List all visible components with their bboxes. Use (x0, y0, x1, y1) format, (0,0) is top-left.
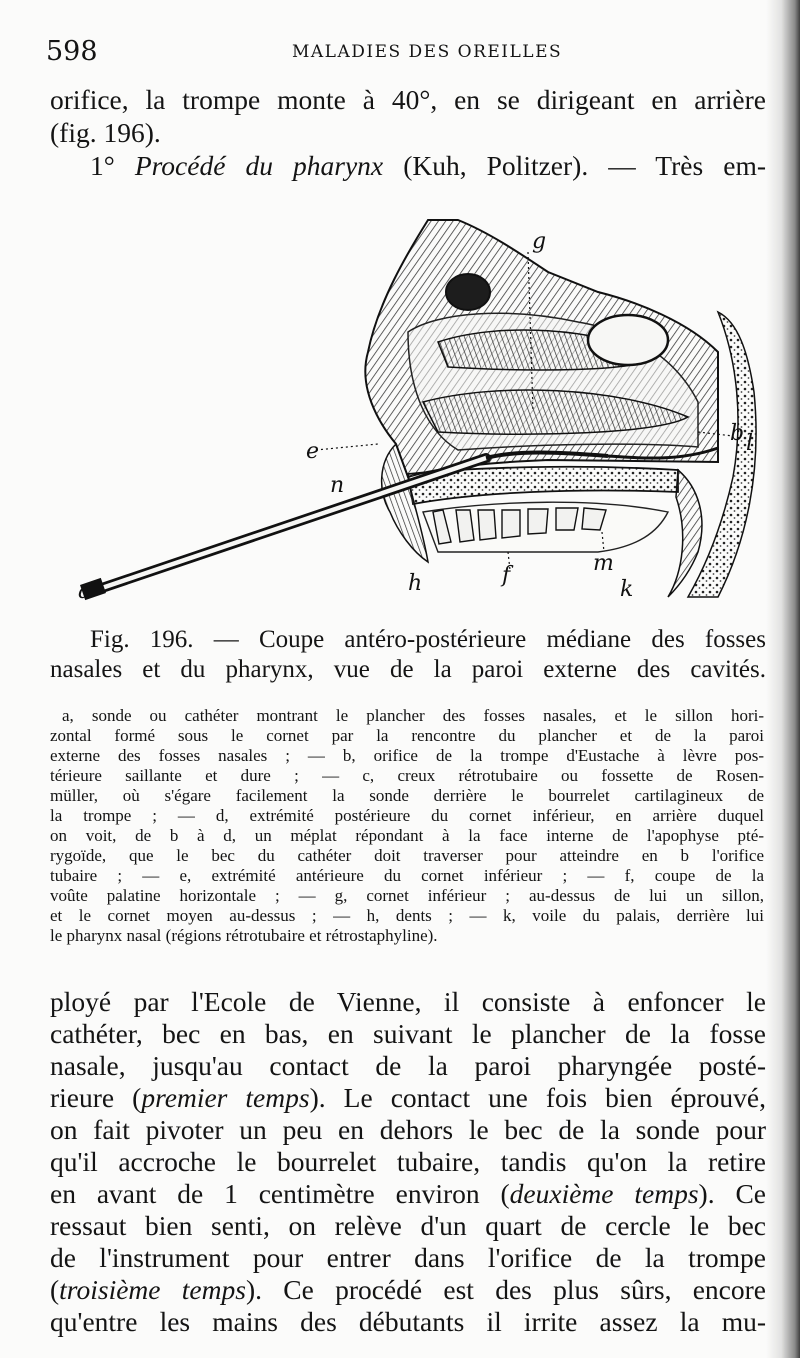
legend-line: zontal formé sous le cornet par la rencontre du plancher et de la paroi (50, 726, 764, 745)
legend-line: a, sonde ou cathéter montrant le plancher des fosses nasales, et le sillon hori- (62, 706, 764, 725)
legend-line: tubaire ; — e, extrémité antérieure du cornet inférieur ; — f, coupe de la (50, 866, 764, 885)
body-line: qu'entre les mains des débutants il irrite assez la mu- (50, 1306, 766, 1337)
body-line: nasale, jusqu'au contact de la paroi pharyngée posté- (50, 1050, 766, 1081)
legend-line: la trompe ; — d, extrémité postérieure du cornet inférieur, en arrière duquel (50, 806, 764, 825)
body-italic-span: troisième temps (59, 1274, 246, 1305)
body-italic-span: premier temps (141, 1082, 310, 1113)
legend-line: rygoïde, que le bec du cathéter doit traverser pour atteindre en b l'orifice (50, 846, 764, 865)
body-line: qu'il accroche le bourrelet tubaire, tandis qu'on la retire (50, 1146, 766, 1177)
body-text-span: en avant de 1 centimètre environ ( (50, 1178, 510, 1209)
body-line: on fait pivoter un peu en dehors le bec de la sonde pour (50, 1114, 766, 1145)
body-line: ressaut bien senti, on relève d'un quart de cercle le bec (50, 1210, 766, 1241)
page-gutter-shadow (766, 0, 800, 1358)
body-line: ployé par l'Ecole de Vienne, il consiste à enfoncer le (50, 986, 766, 1017)
body-italic-span: deuxième temps (509, 1178, 699, 1209)
legend-line: on voit, de b à d, un méplat répondant à la face interne de l'apophyse pté- (50, 826, 764, 845)
body-text-span: ). Ce procédé est des plus sûrs, encore (245, 1274, 766, 1305)
anatomical-figure (78, 212, 766, 614)
label-k: k (620, 577, 634, 602)
body-line: de l'instrument pour entrer dans l'orifice de la trompe (50, 1242, 766, 1273)
intro-line-3 (90, 150, 766, 182)
label-f: f (502, 563, 511, 588)
legend-line: le pharynx nasal (régions rétrotubaire et rétrostaphyline). (50, 926, 438, 945)
body-text-span: rieure ( (50, 1082, 142, 1113)
intro-line-2: (fig. 196). (50, 117, 161, 148)
legend-line: voûte palatine horizontale ; — g, cornet inférieur ; au-dessus de lui un sillon, (50, 886, 764, 905)
body-line (50, 1274, 766, 1306)
legend-line: et le cornet moyen au-dessus ; — h, dents ; — k, voile du palais, derrière lui (50, 906, 764, 925)
label-e: e (306, 439, 320, 464)
intro-line-1: orifice, la trompe monte à 40°, en se dirigeant en arrière (50, 84, 766, 115)
method-title: Procédé du pharynx (134, 150, 384, 181)
page-header (46, 36, 762, 70)
method-number: 1° (90, 150, 115, 181)
sphenoid-sinus (588, 315, 668, 365)
legend-line: térieure saillante et dure ; — c, creux rétrotubaire ou fossette de Rosen- (50, 766, 764, 785)
legend-line: müller, où s'égare facilement la sonde derrière le bourrelet cartilagineux de (50, 786, 764, 805)
label-h: h (408, 571, 423, 596)
label-n: n (330, 473, 345, 498)
legend-line: externe des fosses nasales ; — b, orifice de la trompe d'Eustache à lèvre pos- (50, 746, 764, 765)
label-g: g (532, 229, 547, 254)
running-head: MALADIES DES OREILLES (292, 42, 563, 62)
label-a: a (78, 579, 92, 604)
label-b: b (730, 421, 745, 446)
label-l: l (746, 431, 754, 456)
body-line: cathéter, bec en bas, en suivant le plancher de la fosse (50, 1018, 766, 1049)
method-authors: (Kuh, Politzer). — Très em- (403, 150, 767, 181)
figure-caption-line-1: Fig. 196. — Coupe antéro-postérieure médiane des fosses (90, 626, 766, 653)
body-text-span: ). Le contact une fois bien éprouvé, (309, 1082, 767, 1113)
label-m: m (593, 551, 614, 576)
page-number: 598 (46, 36, 98, 67)
body-text-span: ( (50, 1274, 60, 1305)
body-text-span: ). Ce (698, 1178, 766, 1209)
figure-caption-line-2: nasales et du pharynx, vue de la paroi externe des cavités. (50, 656, 766, 683)
body-line (50, 1178, 766, 1210)
body-line (50, 1082, 766, 1114)
